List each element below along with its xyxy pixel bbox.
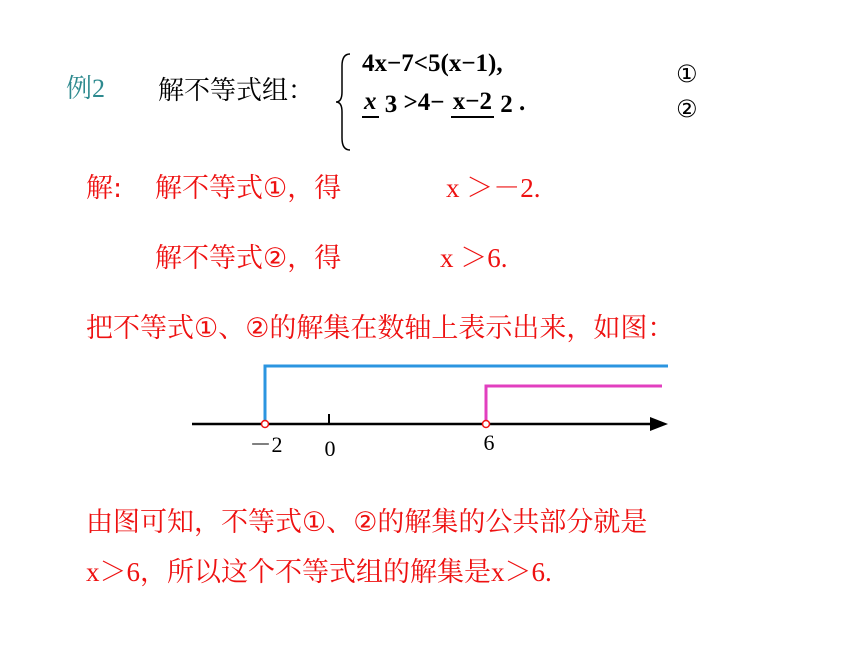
step2-result: x ＞6. (440, 243, 508, 273)
problem-prompt: 解不等式组： (158, 76, 315, 106)
fraction-numerator: x−2 (451, 89, 494, 118)
conclusion-middle-text: ，所以这个不等式组的解集是 (140, 557, 491, 588)
inequality-2-middle: >4− (403, 89, 445, 117)
conclusion-line-1: 由图可知，不等式①、②的解集的公共部分就是 (86, 507, 648, 538)
tick-label-six: 6 (483, 430, 495, 455)
inequality-2 (362, 88, 525, 118)
fraction-x-minus-2-over-2 (451, 89, 513, 118)
inequality-1-text: 4x−7<5(x−1), (362, 50, 503, 77)
inequality-1 (362, 50, 503, 78)
tick-label-zero: 0 (324, 436, 336, 461)
number-line-diagram (180, 350, 680, 470)
open-endpoint-minus-2 (262, 421, 269, 428)
axis-arrow-icon (650, 417, 668, 431)
conclusion-line-2 (86, 550, 552, 589)
fraction-denominator: 3 (384, 90, 398, 118)
solution-set-2-bracket (486, 386, 662, 424)
example-label: 例2 (66, 74, 106, 103)
solution-set-1-bracket (265, 366, 668, 424)
fraction-denominator: 2 (500, 90, 513, 118)
fraction-x-over-3 (362, 89, 397, 118)
solution-intro: 解: (86, 173, 123, 204)
conclusion-x-gt-6-b: x＞6. (491, 557, 552, 587)
step1-text: 解不等式①，得 (155, 173, 342, 204)
step1-result: x ＞－2. (446, 173, 541, 203)
system-brace (332, 52, 354, 152)
step2-text: 解不等式②，得 (155, 243, 342, 274)
tick-label-minus-2: －2 (249, 432, 283, 457)
fraction-numerator: x (362, 89, 379, 118)
marker-2: ② (676, 95, 698, 123)
open-endpoint-6 (483, 421, 490, 428)
inequality-2-end: . (519, 89, 526, 117)
conclusion-x-gt-6-a: x＞6 (86, 557, 140, 587)
marker-1: ① (676, 60, 698, 88)
step3-text: 把不等式①、②的解集在数轴上表示出来，如图： (86, 313, 675, 344)
